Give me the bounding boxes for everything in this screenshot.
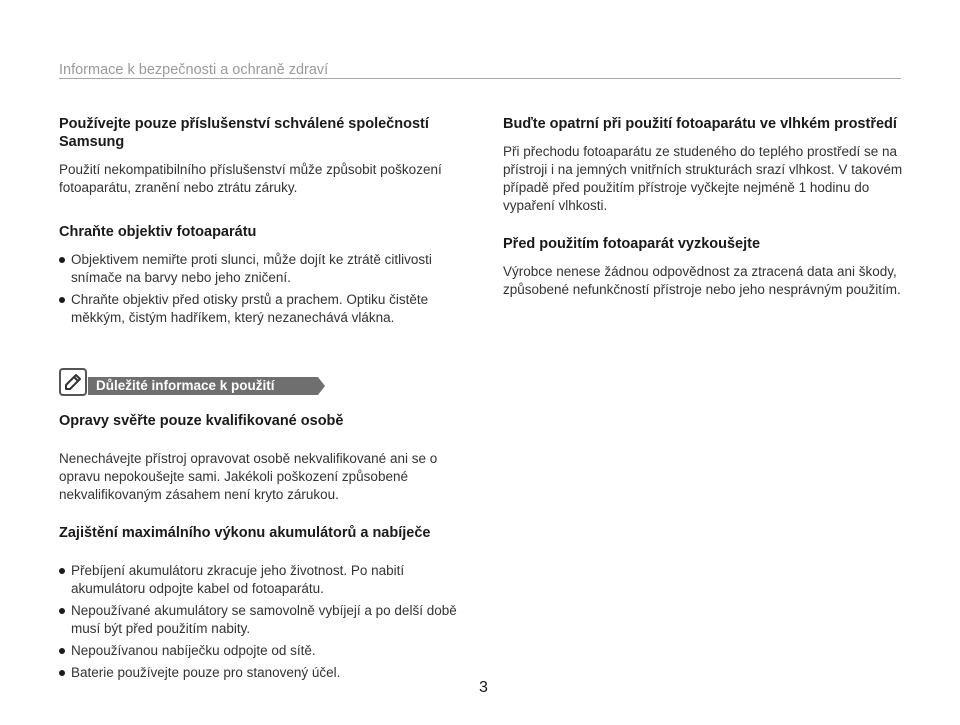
lens-heading: Chraňte objektiv fotoaparátu [59,224,257,240]
important-info-section [59,368,479,680]
accessories-text: Použití nekompatibilního příslušenství může způsobit poškození fotoaparátu, zranění nebo ztrátu záruky. [59,162,442,195]
bullet-icon [59,297,65,303]
list-item: Chraňte objektiv před otisky prstů a prachem. Optiku čistěte měkkým, čistým hadříkem, který nezanechává vlákna. [59,291,469,327]
important-info-label: Důležité informace k použití [96,378,275,393]
list-item: Nepoužívanou nabíječku odpojte od sítě. [59,642,479,660]
page-number: 3 [479,679,488,696]
right-column [503,115,903,299]
page-header-title: Informace k bezpečnosti a ochraně zdraví [59,62,329,78]
accessories-heading: Používejte pouze příslušenství schválené společností Samsung [59,116,429,150]
repair-text: Nenechávejte přístroj opravovat osobě nekvalifikované ani se o opravu nepokoušejte sami. Jakékoli poškození způsobené nekvalifikovaným zásahem není kryto zárukou. [59,451,438,502]
list-item: Baterie používejte pouze pro stanovený účel. [59,664,479,682]
test-camera-text: Výrobce nenese žádnou odpovědnost za ztracená data ani škody, způsobené nefunkčností přístroje nebo jeho nesprávným použitím. [503,264,901,297]
humidity-heading: Buďte opatrní při použití fotoaparátu ve vlhkém prostředí [503,116,897,132]
lens-bullet-list [59,251,469,327]
list-item: Přebíjení akumulátoru zkracuje jeho životnost. Po nabití akumulátoru odpojte kabel od fotoaparátu. [59,562,479,598]
list-item: Nepoužívané akumulátory se samovolně vybíjejí a po delší době musí být před použitím nabity. [59,602,479,638]
important-info-banner [59,368,479,398]
bullet-icon [59,257,65,263]
battery-bullet-list [59,562,479,682]
header-divider [59,78,901,79]
bullet-icon [59,648,65,654]
battery-heading: Zajištění maximálního výkonu akumulátorů a nabíječe [59,525,431,541]
bullet-icon [59,670,65,676]
bullet-icon [59,608,65,614]
list-item: Objektivem nemiřte proti slunci, může dojít ke ztrátě citlivosti snímače na barvy nebo jeho zničení. [59,251,469,287]
bullet-icon [59,568,65,574]
repair-heading: Opravy svěřte pouze kvalifikované osobě [59,413,344,429]
test-camera-heading: Před použitím fotoaparát vyzkoušejte [503,236,761,252]
left-column [59,115,469,331]
humidity-text: Při přechodu fotoaparátu ze studeného do teplého prostředí se na přístroji i na jemných vnitřních strukturách srazí vlhkost. V takovém případě před použitím přístroje vyčkejte nejméně 1 hodinu do vypaření vlhkosti. [503,144,903,213]
note-pencil-icon [59,368,87,396]
